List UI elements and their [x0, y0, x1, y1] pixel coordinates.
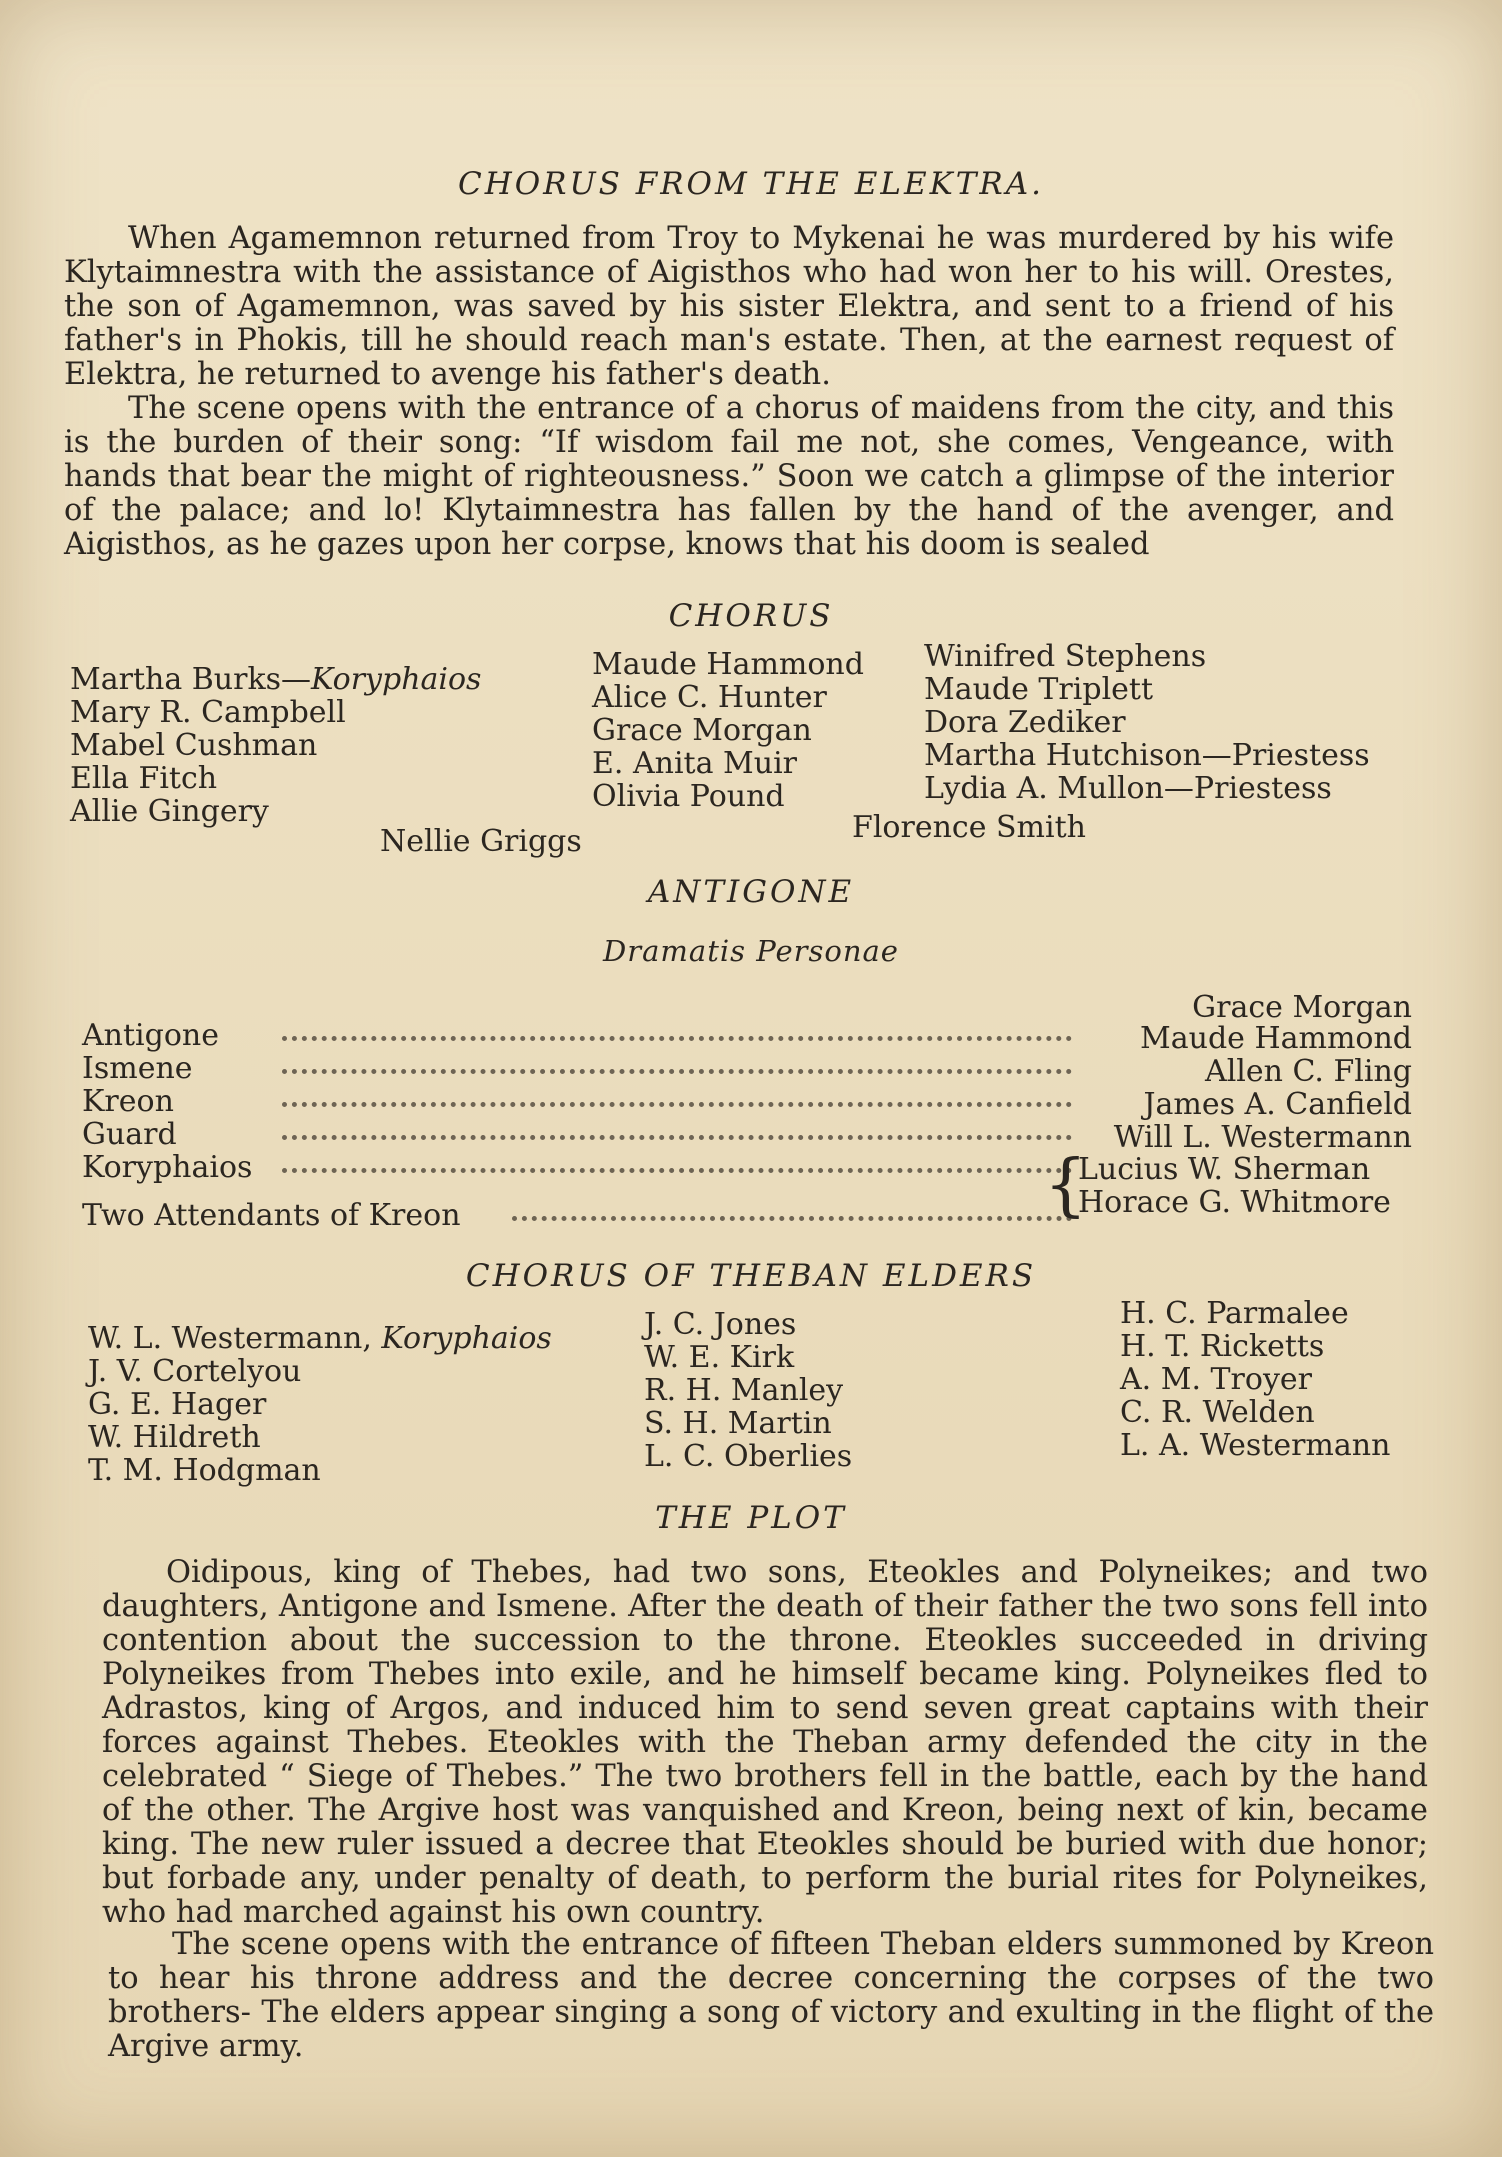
elders-column-2: [644, 1308, 852, 1473]
leader-dots: [282, 1088, 1072, 1107]
chorus-column-2: [592, 648, 864, 813]
leader-dots: [512, 1202, 1072, 1221]
chorus-member: Alice C. Hunter: [592, 680, 827, 715]
chorus-member: Dora Zediker: [924, 705, 1126, 740]
chorus-member: Olivia Pound: [592, 779, 785, 814]
chorus-member: Maude Triplett: [924, 672, 1154, 707]
elder-member: J. V. Cortelyou: [88, 1354, 302, 1389]
chorus-member: Lydia A. Mullon—Priestess: [924, 771, 1332, 806]
elder-member: J. C. Jones: [644, 1307, 797, 1342]
role-name: Two Attendants of Kreon: [82, 1198, 461, 1233]
role-name: Guard: [82, 1117, 177, 1152]
elder-member: H. C. Parmalee: [1120, 1296, 1349, 1331]
actor-name: James A. Canfield: [1143, 1087, 1412, 1122]
actor-name: Grace Morgan: [1192, 990, 1412, 1025]
elder-member: W. L. Westermann, Koryphaios: [88, 1321, 552, 1356]
elder-member: W. Hildreth: [88, 1420, 261, 1455]
role-name: Kreon: [82, 1084, 174, 1119]
chorus-extra-member: Nellie Griggs: [380, 824, 582, 859]
elder-member: G. E. Hager: [88, 1387, 267, 1422]
plot-heading: THE PLOT: [655, 1500, 847, 1536]
leader-dots: [282, 1022, 1072, 1041]
plot-paragraph-1: Oidipous, king of Thebes, had two sons, Eteokles and Polyneikes; and two daughters, Antigone and Ismene. After the death of their father the two sons fell into contention about the succession to the throne. Eteokles succeeded in driving Polyneikes from Thebes into exile, and he himself became king. Polyneikes fled to Adrastos, king of Argos, and induced him to send seven great captains with their forces against Thebes. Eteokles with the Theban army defended the city in the celebrated “ Siege of Thebes.” The two brothers fell in the battle, each by the hand of the other. The Argive host was vanquished and Kreon, being next of kin, became king. The new ruler issued a decree that Eteokles should be buried with due honor; but forbade any, under penalty of death, to perform the burial rites for Polyneikes, who had marched against his own country.: [102, 1555, 1428, 1930]
chorus-member: Martha Burks—Koryphaios: [70, 662, 482, 697]
brace-icon: {: [1044, 1146, 1088, 1225]
role-name: Ismene: [82, 1051, 193, 1086]
elektra-paragraph-1: When Agamemnon returned from Troy to Mykenai he was murdered by his wife Klytaimnestra with the assistance of Aigisthos who had won her to his will. Orestes, the son of Agamemnon, was saved by his sister Elektra, and sent to a friend of his father's in Phokis, till he should reach man's estate. Then, at the earnest request of Elektra, he returned to avenge his father's death.: [64, 221, 1394, 392]
leader-dots: [282, 1055, 1072, 1074]
elder-member: W. E. Kirk: [644, 1340, 795, 1375]
chorus-heading: CHORUS: [668, 598, 834, 634]
actor-name: Horace G. Whitmore: [1078, 1185, 1391, 1220]
elektra-paragraph-2: The scene opens with the entrance of a chorus of maidens from the city, and this is the burden of their song: “If wisdom fail me not, she comes, Vengeance, with hands that bear the might of righteousness.” Soon we catch a glimpse of the interior of the palace; and lo! Klytaimnestra has fallen by the hand of the avenger, and Aigisthos, as he gazes upon her corpse, knows that his doom is sealed: [64, 391, 1394, 562]
elder-member: S. H. Martin: [644, 1406, 832, 1441]
antigone-heading: ANTIGONE: [647, 874, 855, 910]
koryphaios-label: Koryphaios: [311, 662, 482, 697]
attendant-actors: [1078, 1153, 1391, 1219]
actor-name: Lucius W. Sherman: [1078, 1152, 1371, 1187]
plot-paragraph-2: The scene opens with the entrance of fifteen Theban elders summoned by Kreon to hear his throne address and the decree concerning the corpses of the two brothers- The elders appear singing a song of victory and exulting in the flight of the Argive army.: [108, 1927, 1434, 2064]
actor-name: Will L. Westermann: [1113, 1120, 1412, 1155]
chorus-member: Martha Hutchison—Priestess: [924, 738, 1370, 773]
elder-member: H. T. Ricketts: [1120, 1329, 1325, 1364]
actor-name: Allen C. Fling: [1205, 1054, 1412, 1089]
dramatis-personae-subheading: Dramatis Personae: [603, 934, 899, 968]
elder-member: L. A. Westermann: [1120, 1428, 1391, 1463]
elders-column-3: [1120, 1297, 1390, 1462]
chorus-member: Winifred Stephens: [924, 639, 1207, 674]
chorus-member: Allie Gingery: [70, 794, 269, 829]
chorus-member: Mary R. Campbell: [70, 695, 346, 730]
chorus-column-3: [924, 640, 1370, 805]
chorus-member: Maude Hammond: [592, 647, 864, 682]
elder-member: A. M. Troyer: [1120, 1362, 1312, 1397]
elder-member: L. C. Oberlies: [644, 1439, 853, 1474]
elders-column-1: [88, 1322, 552, 1487]
elder-member: R. H. Manley: [644, 1373, 844, 1408]
actor-name: Maude Hammond: [1140, 1021, 1412, 1056]
leader-dots: [282, 1154, 1072, 1173]
elders-heading: CHORUS OF THEBAN ELDERS: [465, 1258, 1037, 1294]
chorus-member: E. Anita Muir: [592, 746, 798, 781]
elder-member: C. R. Welden: [1120, 1395, 1315, 1430]
role-name: Antigone: [82, 1018, 219, 1053]
role-name: Koryphaios: [82, 1150, 253, 1185]
koryphaios-label: Koryphaios: [381, 1321, 552, 1356]
leader-dots: [282, 1121, 1072, 1140]
elektra-heading: CHORUS FROM THE ELEKTRA.: [457, 166, 1045, 202]
chorus-column-1: [70, 663, 481, 828]
chorus-extra-member: Florence Smith: [852, 810, 1086, 845]
elder-member: T. M. Hodgman: [88, 1453, 321, 1488]
chorus-member: Mabel Cushman: [70, 728, 318, 763]
chorus-member: Ella Fitch: [70, 761, 218, 796]
chorus-member: Grace Morgan: [592, 713, 812, 748]
